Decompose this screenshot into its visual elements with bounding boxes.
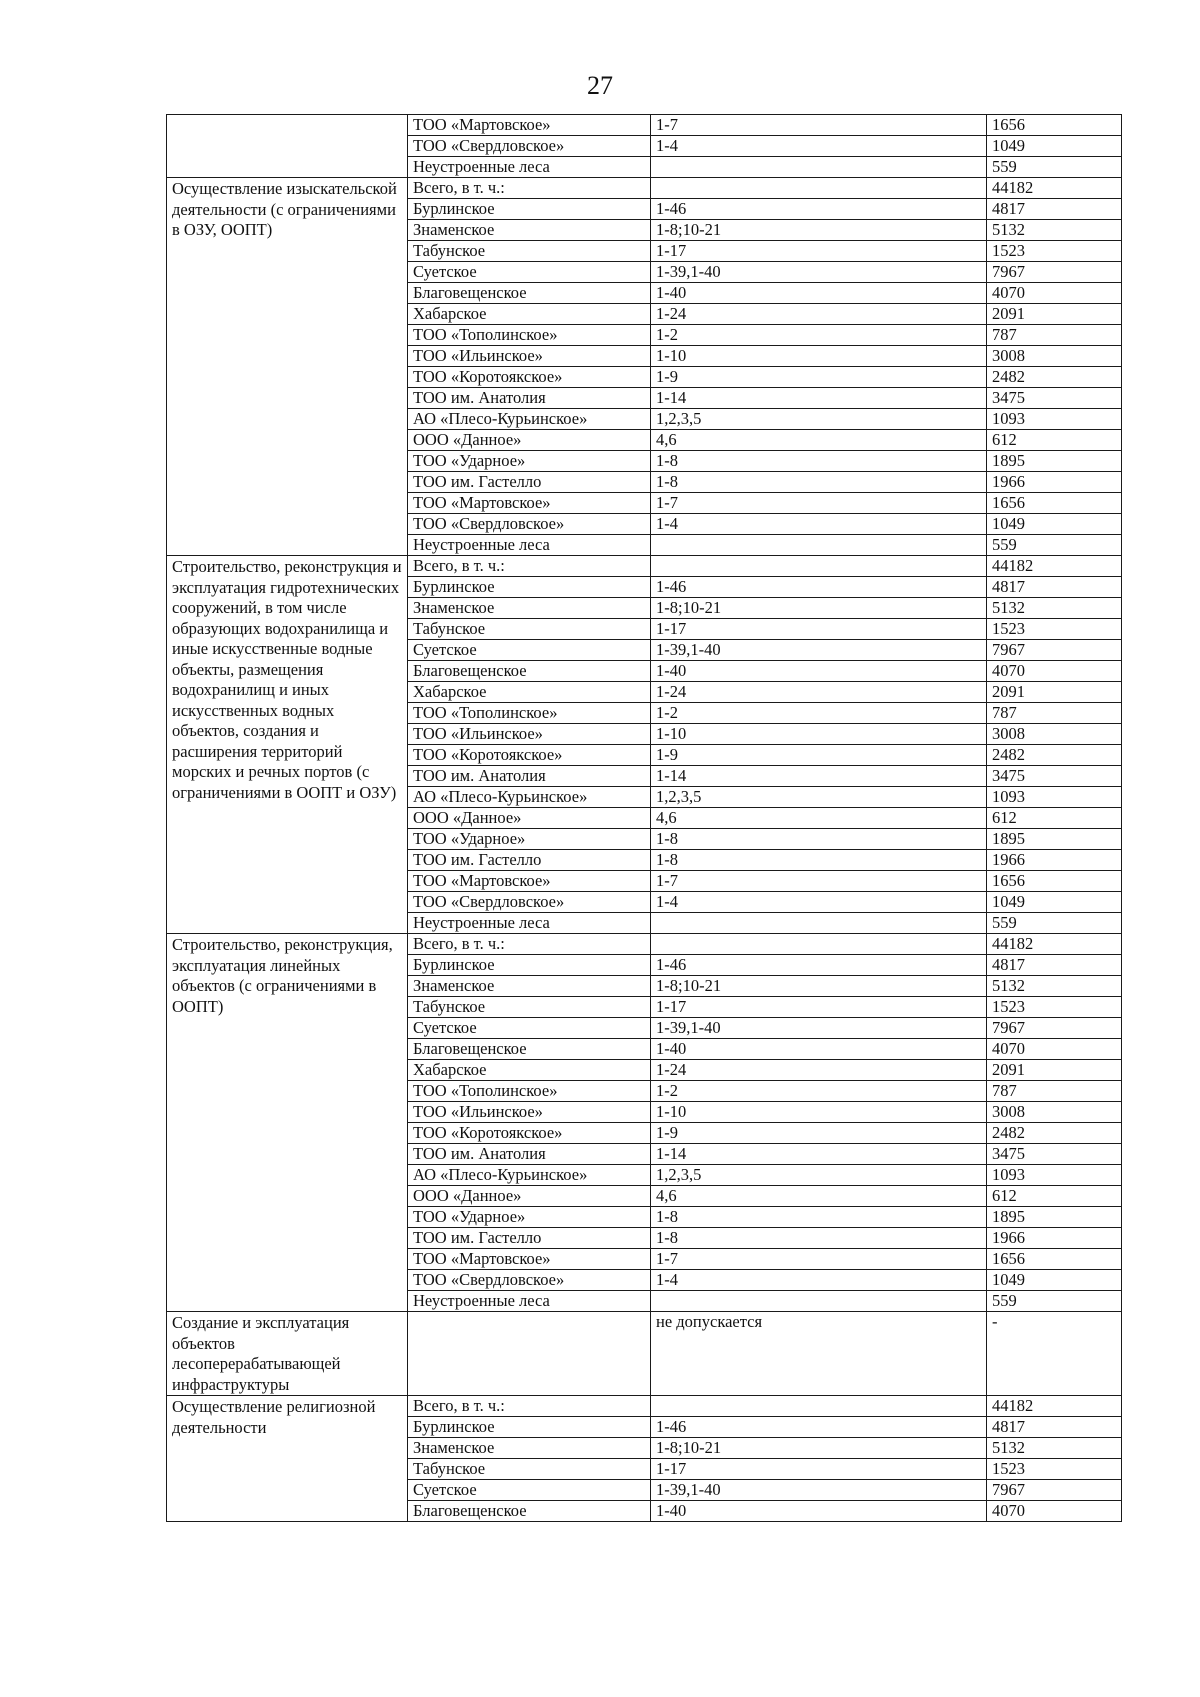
area-cell: 1523 <box>987 619 1122 640</box>
quarters-cell <box>651 934 987 955</box>
quarters-cell: 1-4 <box>651 1270 987 1291</box>
forestry-name-cell: Суетское <box>408 1018 651 1039</box>
forestry-name-cell: АО «Плесо-Курьинское» <box>408 787 651 808</box>
area-cell: 3008 <box>987 724 1122 745</box>
quarters-cell: 1-9 <box>651 745 987 766</box>
quarters-cell <box>651 157 987 178</box>
forestry-name-cell <box>408 1312 651 1396</box>
area-cell: 1049 <box>987 1270 1122 1291</box>
quarters-cell <box>651 535 987 556</box>
forestry-name-cell: Табунское <box>408 997 651 1018</box>
activity-cell: Строительство, реконструкция и эксплуатация гидротехнических сооружений, в том числе образующих водохранилища и иные искусственные водные объекты, размещения водохранилищ и иных искусственных водных объектов, создания и расширения территорий морских и речных портов (с ограничениями в ООПТ и ОЗУ) <box>167 556 408 934</box>
forestry-name-cell: ТОО «Коротоякское» <box>408 1123 651 1144</box>
area-cell: 1656 <box>987 871 1122 892</box>
forestry-name-cell: Благовещенское <box>408 661 651 682</box>
area-cell: 2091 <box>987 304 1122 325</box>
quarters-cell: 1-8 <box>651 850 987 871</box>
quarters-cell: 1-24 <box>651 682 987 703</box>
forestry-name-cell: Знаменское <box>408 976 651 997</box>
area-cell: 1895 <box>987 1207 1122 1228</box>
area-cell: 559 <box>987 535 1122 556</box>
quarters-cell: 1-40 <box>651 283 987 304</box>
forestry-name-cell: Бурлинское <box>408 1417 651 1438</box>
forestry-name-cell: ТОО «Тополинское» <box>408 325 651 346</box>
quarters-cell: 1-4 <box>651 514 987 535</box>
area-cell: 1049 <box>987 514 1122 535</box>
forestry-name-cell: Неустроенные леса <box>408 1291 651 1312</box>
forestry-name-cell: ТОО «Ильинское» <box>408 1102 651 1123</box>
forestry-name-cell: ТОО «Свердловское» <box>408 1270 651 1291</box>
forestry-name-cell: ТОО «Мартовское» <box>408 115 651 136</box>
area-cell: 1523 <box>987 1459 1122 1480</box>
area-cell: 4817 <box>987 1417 1122 1438</box>
area-cell: 2482 <box>987 367 1122 388</box>
quarters-cell: 1-46 <box>651 199 987 220</box>
activity-cell: Осуществление изыскательской деятельности (с ограничениями в ОЗУ, ООПТ) <box>167 178 408 556</box>
forestry-name-cell: ТОО «Мартовское» <box>408 871 651 892</box>
forestry-name-cell: АО «Плесо-Курьинское» <box>408 409 651 430</box>
forestry-name-cell: Знаменское <box>408 1438 651 1459</box>
forestry-name-cell: Неустроенные леса <box>408 157 651 178</box>
forestry-name-cell: ТОО им. Гастелло <box>408 850 651 871</box>
forestry-name-cell: Суетское <box>408 640 651 661</box>
area-cell: 1656 <box>987 1249 1122 1270</box>
area-cell: 7967 <box>987 1018 1122 1039</box>
quarters-cell: 1-2 <box>651 1081 987 1102</box>
forestry-name-cell: Знаменское <box>408 598 651 619</box>
area-cell: 2091 <box>987 682 1122 703</box>
forestry-name-cell: Неустроенные леса <box>408 913 651 934</box>
area-cell: 787 <box>987 1081 1122 1102</box>
quarters-cell: 4,6 <box>651 808 987 829</box>
area-cell: 44182 <box>987 178 1122 199</box>
forestry-name-cell: Бурлинское <box>408 199 651 220</box>
area-cell: 5132 <box>987 598 1122 619</box>
area-cell: 4070 <box>987 1039 1122 1060</box>
quarters-cell: 1-8 <box>651 472 987 493</box>
quarters-cell: 1-39,1-40 <box>651 1018 987 1039</box>
area-cell: 559 <box>987 1291 1122 1312</box>
quarters-cell: 1-17 <box>651 241 987 262</box>
forestry-name-cell: ТОО «Мартовское» <box>408 493 651 514</box>
area-cell: 7967 <box>987 1480 1122 1501</box>
forestry-name-cell: ТОО «Коротоякское» <box>408 745 651 766</box>
quarters-cell: 1-17 <box>651 997 987 1018</box>
quarters-cell: 1-24 <box>651 1060 987 1081</box>
forestry-name-cell: ТОО им. Анатолия <box>408 766 651 787</box>
forestry-name-cell: Благовещенское <box>408 1501 651 1522</box>
forestry-name-cell: Суетское <box>408 1480 651 1501</box>
area-cell: 4070 <box>987 283 1122 304</box>
area-cell: 1656 <box>987 493 1122 514</box>
area-cell: 1093 <box>987 1165 1122 1186</box>
forestry-name-cell: Табунское <box>408 241 651 262</box>
forestry-name-cell: ООО «Данное» <box>408 808 651 829</box>
activity-cell: Создание и эксплуатация объектов лесоперерабатывающей инфраструктуры <box>167 1312 408 1396</box>
area-cell: 787 <box>987 325 1122 346</box>
forestry-name-cell: Суетское <box>408 262 651 283</box>
area-cell: 7967 <box>987 640 1122 661</box>
quarters-cell: 1-10 <box>651 724 987 745</box>
area-cell: 1049 <box>987 892 1122 913</box>
forestry-name-cell: Бурлинское <box>408 955 651 976</box>
quarters-cell: 1-14 <box>651 766 987 787</box>
forestry-name-cell: ТОО им. Анатолия <box>408 1144 651 1165</box>
table-row <box>167 1396 1122 1417</box>
area-cell: 44182 <box>987 556 1122 577</box>
quarters-cell: 1-40 <box>651 661 987 682</box>
area-cell: 7967 <box>987 262 1122 283</box>
area-cell: 4817 <box>987 577 1122 598</box>
table-row <box>167 178 1122 199</box>
forestry-name-cell: ТОО «Тополинское» <box>408 703 651 724</box>
area-cell: 1049 <box>987 136 1122 157</box>
quarters-cell: 1-7 <box>651 493 987 514</box>
table-row <box>167 934 1122 955</box>
forestry-name-cell: Хабарское <box>408 1060 651 1081</box>
quarters-cell: 1-10 <box>651 346 987 367</box>
area-cell: 4817 <box>987 955 1122 976</box>
area-cell: 5132 <box>987 976 1122 997</box>
forestry-name-cell: ТОО «Тополинское» <box>408 1081 651 1102</box>
forestry-name-cell: Неустроенные леса <box>408 535 651 556</box>
area-cell: 4817 <box>987 199 1122 220</box>
quarters-cell: 1-46 <box>651 577 987 598</box>
quarters-cell: 1-8 <box>651 451 987 472</box>
quarters-cell: 1-8;10-21 <box>651 976 987 997</box>
area-cell: 5132 <box>987 1438 1122 1459</box>
activity-cell: Осуществление религиозной деятельности <box>167 1396 408 1522</box>
activity-cell: Строительство, реконструкция, эксплуатация линейных объектов (с ограничениями в ООПТ) <box>167 934 408 1312</box>
forestry-name-cell: ТОО «Мартовское» <box>408 1249 651 1270</box>
area-cell: 44182 <box>987 1396 1122 1417</box>
area-cell: 559 <box>987 157 1122 178</box>
area-cell: 4070 <box>987 661 1122 682</box>
quarters-cell: 1-2 <box>651 325 987 346</box>
page-number: 27 <box>587 71 613 100</box>
forestry-name-cell: ТОО им. Анатолия <box>408 388 651 409</box>
forestry-name-cell: ТОО «Ильинское» <box>408 724 651 745</box>
area-cell: 612 <box>987 1186 1122 1207</box>
forestry-name-cell: Всего, в т. ч.: <box>408 1396 651 1417</box>
forestry-name-cell: ООО «Данное» <box>408 430 651 451</box>
forestry-name-cell: Всего, в т. ч.: <box>408 178 651 199</box>
quarters-cell: 1-4 <box>651 136 987 157</box>
area-cell: 1966 <box>987 472 1122 493</box>
area-cell: 3475 <box>987 766 1122 787</box>
area-cell: 3475 <box>987 1144 1122 1165</box>
forestry-name-cell: ТОО им. Гастелло <box>408 1228 651 1249</box>
quarters-cell: 1-14 <box>651 1144 987 1165</box>
quarters-cell: 1-8;10-21 <box>651 598 987 619</box>
activity-cell <box>167 115 408 178</box>
quarters-cell <box>651 556 987 577</box>
area-cell: 2482 <box>987 745 1122 766</box>
area-cell: 612 <box>987 808 1122 829</box>
forestry-name-cell: Табунское <box>408 619 651 640</box>
table-row <box>167 115 1122 136</box>
quarters-cell: 1-9 <box>651 1123 987 1144</box>
quarters-cell <box>651 1291 987 1312</box>
forestry-name-cell: ТОО «Ударное» <box>408 829 651 850</box>
forestry-name-cell: Знаменское <box>408 220 651 241</box>
quarters-cell: 1-39,1-40 <box>651 1480 987 1501</box>
quarters-cell: 1-40 <box>651 1039 987 1060</box>
quarters-cell: 1-7 <box>651 1249 987 1270</box>
area-cell: 1966 <box>987 850 1122 871</box>
forestry-name-cell: ТОО «Свердловское» <box>408 892 651 913</box>
quarters-cell: 1-46 <box>651 955 987 976</box>
area-cell: 1093 <box>987 787 1122 808</box>
quarters-cell: не допускается <box>651 1312 987 1396</box>
quarters-cell: 1-7 <box>651 115 987 136</box>
area-cell: 1523 <box>987 997 1122 1018</box>
area-cell: 1523 <box>987 241 1122 262</box>
forestry-name-cell: ТОО «Ильинское» <box>408 346 651 367</box>
quarters-cell: 1-10 <box>651 1102 987 1123</box>
forestry-name-cell: Хабарское <box>408 682 651 703</box>
quarters-cell: 4,6 <box>651 1186 987 1207</box>
area-cell: 1895 <box>987 829 1122 850</box>
quarters-cell: 1-8;10-21 <box>651 220 987 241</box>
forestry-name-cell: Хабарское <box>408 304 651 325</box>
quarters-cell: 1-8 <box>651 829 987 850</box>
quarters-cell: 1-7 <box>651 871 987 892</box>
forestry-name-cell: ТОО «Свердловское» <box>408 136 651 157</box>
area-cell: 1966 <box>987 1228 1122 1249</box>
forestry-name-cell: ООО «Данное» <box>408 1186 651 1207</box>
area-cell: 1895 <box>987 451 1122 472</box>
area-cell: 787 <box>987 703 1122 724</box>
quarters-cell: 1-17 <box>651 1459 987 1480</box>
table-row <box>167 1312 1122 1396</box>
quarters-cell <box>651 1396 987 1417</box>
quarters-cell: 4,6 <box>651 430 987 451</box>
forestry-name-cell: ТОО «Ударное» <box>408 451 651 472</box>
quarters-cell: 1-40 <box>651 1501 987 1522</box>
table-row <box>167 556 1122 577</box>
forestry-name-cell: Табунское <box>408 1459 651 1480</box>
quarters-cell <box>651 178 987 199</box>
area-cell: 1093 <box>987 409 1122 430</box>
quarters-cell: 1-4 <box>651 892 987 913</box>
area-cell: 1656 <box>987 115 1122 136</box>
quarters-cell: 1,2,3,5 <box>651 1165 987 1186</box>
area-cell: 2482 <box>987 1123 1122 1144</box>
area-cell: 4070 <box>987 1501 1122 1522</box>
quarters-cell <box>651 913 987 934</box>
forestry-name-cell: Всего, в т. ч.: <box>408 934 651 955</box>
area-cell: 44182 <box>987 934 1122 955</box>
forestry-name-cell: ТОО «Свердловское» <box>408 514 651 535</box>
forest-use-table <box>166 114 1122 1522</box>
forestry-name-cell: ТОО «Коротоякское» <box>408 367 651 388</box>
area-cell: 559 <box>987 913 1122 934</box>
area-cell: 612 <box>987 430 1122 451</box>
area-cell: 5132 <box>987 220 1122 241</box>
forestry-name-cell: Бурлинское <box>408 577 651 598</box>
area-cell: 3475 <box>987 388 1122 409</box>
area-cell: 3008 <box>987 346 1122 367</box>
quarters-cell: 1-8 <box>651 1207 987 1228</box>
forestry-name-cell: Всего, в т. ч.: <box>408 556 651 577</box>
forestry-name-cell: ТОО «Ударное» <box>408 1207 651 1228</box>
quarters-cell: 1-46 <box>651 1417 987 1438</box>
area-cell: - <box>987 1312 1122 1396</box>
forestry-name-cell: Благовещенское <box>408 1039 651 1060</box>
quarters-cell: 1,2,3,5 <box>651 409 987 430</box>
quarters-cell: 1-2 <box>651 703 987 724</box>
quarters-cell: 1-17 <box>651 619 987 640</box>
area-cell: 2091 <box>987 1060 1122 1081</box>
quarters-cell: 1-8 <box>651 1228 987 1249</box>
forestry-name-cell: Благовещенское <box>408 283 651 304</box>
area-cell: 3008 <box>987 1102 1122 1123</box>
quarters-cell: 1,2,3,5 <box>651 787 987 808</box>
quarters-cell: 1-24 <box>651 304 987 325</box>
quarters-cell: 1-39,1-40 <box>651 640 987 661</box>
forestry-name-cell: ТОО им. Гастелло <box>408 472 651 493</box>
quarters-cell: 1-9 <box>651 367 987 388</box>
quarters-cell: 1-39,1-40 <box>651 262 987 283</box>
quarters-cell: 1-8;10-21 <box>651 1438 987 1459</box>
quarters-cell: 1-14 <box>651 388 987 409</box>
forestry-name-cell: АО «Плесо-Курьинское» <box>408 1165 651 1186</box>
